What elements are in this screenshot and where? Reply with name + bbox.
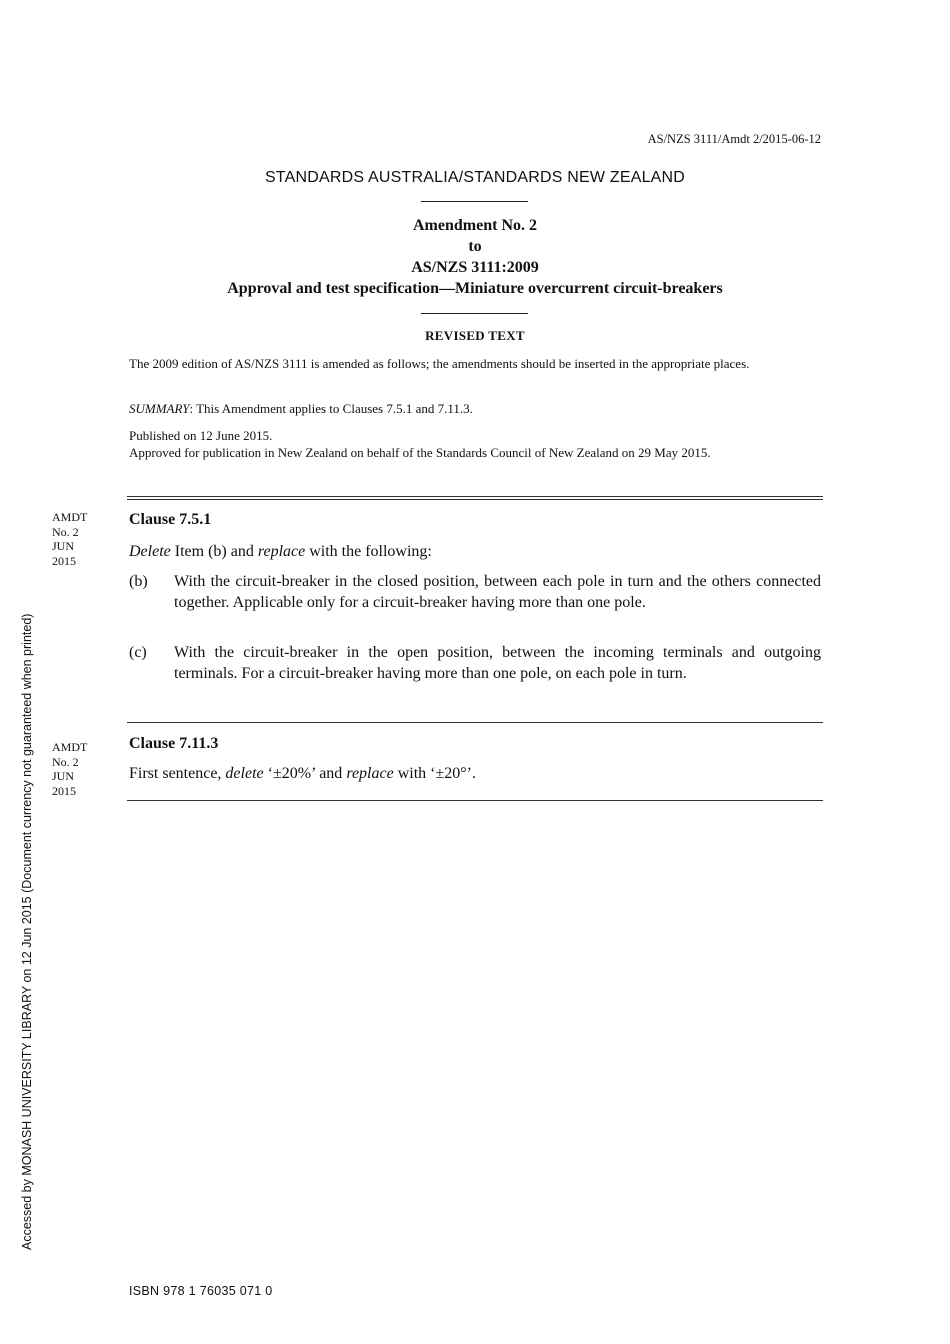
instruction-text: with ‘±20°’.: [393, 765, 476, 782]
margin-note-line: 2015: [52, 553, 76, 568]
clause-heading-7-5-1: Clause 7.5.1: [129, 511, 212, 528]
organization-heading: STANDARDS AUSTRALIA/STANDARDS NEW ZEALAND: [264, 169, 686, 186]
clause-instruction: [129, 541, 821, 562]
list-item-label: (c): [129, 644, 147, 661]
clause-heading-7-11-3: Clause 7.11.3: [129, 735, 219, 752]
title-amendment-number: Amendment No. 2: [413, 217, 537, 234]
list-item: [129, 642, 821, 684]
clause-instruction: [129, 763, 821, 784]
list-item-text: With the circuit-breaker in the closed position, between each pole in turn and the others connected together. Applicable only for a circuit-breaker having more than one pole.: [174, 573, 821, 611]
instruction-keyword: delete: [225, 765, 264, 782]
amendment-margin-note: [52, 740, 87, 798]
instruction-text: Item (b) and: [170, 543, 258, 560]
instruction-keyword: replace: [257, 543, 306, 560]
margin-note-line: 2015: [52, 783, 76, 798]
instruction-keyword: replace: [346, 765, 394, 782]
title-divider-top: [421, 201, 528, 202]
instruction-text: First sentence,: [129, 765, 226, 782]
approval-statement: Approved for publication in New Zealand on behalf of the Standards Council of New Zealand on 29 May 2015.: [129, 445, 711, 460]
instruction-keyword: Delete: [129, 543, 171, 560]
instruction-text: ‘±20%’ and: [263, 765, 347, 782]
summary-text: : This Amendment applies to Clauses 7.5.1 and 7.11.3.: [189, 401, 473, 416]
title-divider-bottom: [421, 313, 528, 314]
list-item: [129, 571, 821, 613]
section-double-rule: [127, 496, 823, 500]
summary-paragraph: [129, 400, 821, 418]
margin-note-line: JUN: [52, 539, 75, 553]
document-reference: AS/NZS 3111/Amdt 2/2015-06-12: [647, 132, 821, 146]
access-watermark: Accessed by MONASH UNIVERSITY LIBRARY on 12 Jun 2015 (Document currency not guaranteed when printed): [20, 613, 34, 1250]
list-item-text: With the circuit-breaker in the open position, between the incoming terminals and outgoing terminals. For a circuit-breaker having more than one pole, on each pole in turn.: [174, 644, 821, 682]
list-item-label: (b): [129, 573, 148, 590]
margin-note-line: AMDT: [52, 510, 88, 524]
amendment-margin-note: [52, 510, 87, 568]
margin-note-line: No. 2: [52, 754, 79, 769]
published-date: Published on 12 June 2015.: [129, 428, 273, 443]
instruction-text: with the following:: [305, 543, 432, 560]
intro-paragraph: The 2009 edition of AS/NZS 3111 is amended as follows; the amendments should be inserted in the appropriate places.: [129, 356, 750, 371]
margin-note-line: JUN: [52, 769, 75, 783]
margin-note-line: AMDT: [52, 740, 88, 754]
title-standard-name: Approval and test specification—Miniature overcurrent circuit-breakers: [227, 280, 723, 297]
summary-label: SUMMARY: [129, 401, 190, 416]
title-to: to: [468, 238, 482, 255]
title-standard-number: AS/NZS 3111:2009: [411, 259, 539, 276]
clause-divider: [127, 800, 823, 801]
isbn: ISBN 978 1 76035 071 0: [129, 1284, 273, 1298]
revised-text-heading: REVISED TEXT: [425, 328, 525, 343]
clause-divider: [127, 722, 823, 723]
margin-note-line: No. 2: [52, 524, 79, 539]
